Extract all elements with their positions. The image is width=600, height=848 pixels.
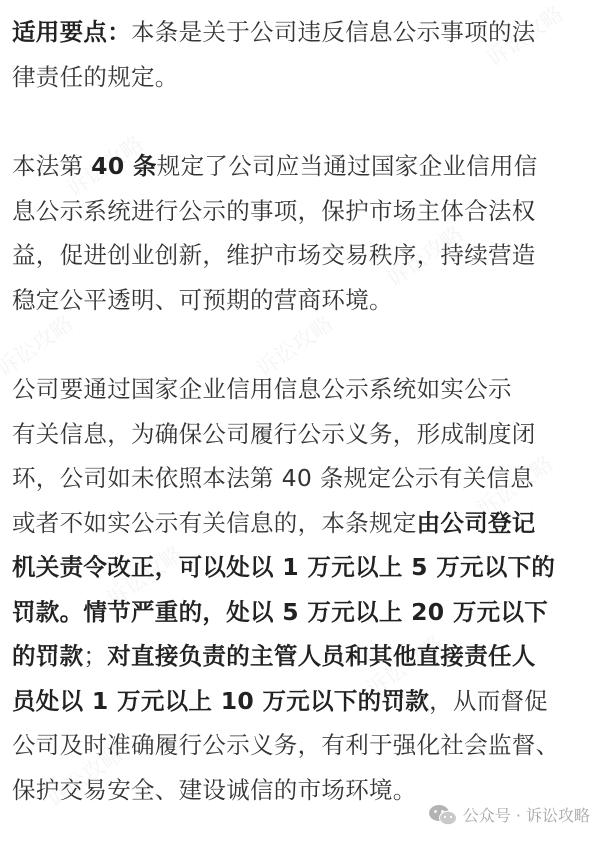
paragraph-article-40 xyxy=(12,144,538,322)
emphasis-text: 机关责令改正，可以处以 1 万元以上 5 万元以下的 xyxy=(12,553,556,581)
key-points-heading: 适用要点： xyxy=(12,18,131,46)
wechat-icon xyxy=(428,804,458,826)
text-line: 保护交易安全、建设诚信的市场环境。 xyxy=(12,775,417,804)
emphasis-text: 的罚款 xyxy=(12,642,84,670)
text-line: 或者不如实公示有关信息的，本条规定 xyxy=(12,508,417,537)
emphasis-text: 由公司登记 xyxy=(416,508,536,537)
text-line: 稳定公平透明、可预期的营商环境。 xyxy=(12,285,393,314)
text-line: 律责任的规定。 xyxy=(12,62,179,91)
text-line: ； xyxy=(83,642,108,670)
article-number: 40 条 xyxy=(91,152,157,180)
emphasis-text: 罚款。情节严重的，处以 5 万元以上 20 万元以下 xyxy=(12,597,549,626)
text-line: 本条是关于公司违反信息公示事项的法 xyxy=(131,18,536,46)
paragraph-liability xyxy=(12,367,559,812)
text-line: ，从而督促 xyxy=(429,686,549,715)
text-line: 公司及时准确履行公示义务，有利于强化社会监督、 xyxy=(12,731,560,759)
source-label: 公众号 · 诉讼攻略 xyxy=(462,806,590,825)
text-line: 公司要通过国家企业信用信息公示系统如实公示 xyxy=(12,375,512,403)
emphasis-text: 对直接负责的主管人员和其他直接责任人 xyxy=(107,642,536,670)
text-line: 规定了公司应当通过国家企业信用信 xyxy=(156,152,538,180)
paragraph-key-points xyxy=(12,10,536,99)
text-line: 息公示系统进行公示的事项，保护市场主体合法权 xyxy=(12,196,536,225)
text-line: 益，促进创业创新，维护市场交易秩序，持续营造 xyxy=(12,241,536,269)
text-line: 环，公司如未依照本法第 40 条规定公示有关信息 xyxy=(12,464,535,492)
emphasis-text: 员处以 1 万元以上 10 万元以下的罚款 xyxy=(12,686,430,715)
source-tag xyxy=(428,803,590,826)
text-line: 本法第 xyxy=(12,152,92,180)
text-line: 有关信息，为确保公司履行公示义务，形成制度闭 xyxy=(12,419,536,448)
